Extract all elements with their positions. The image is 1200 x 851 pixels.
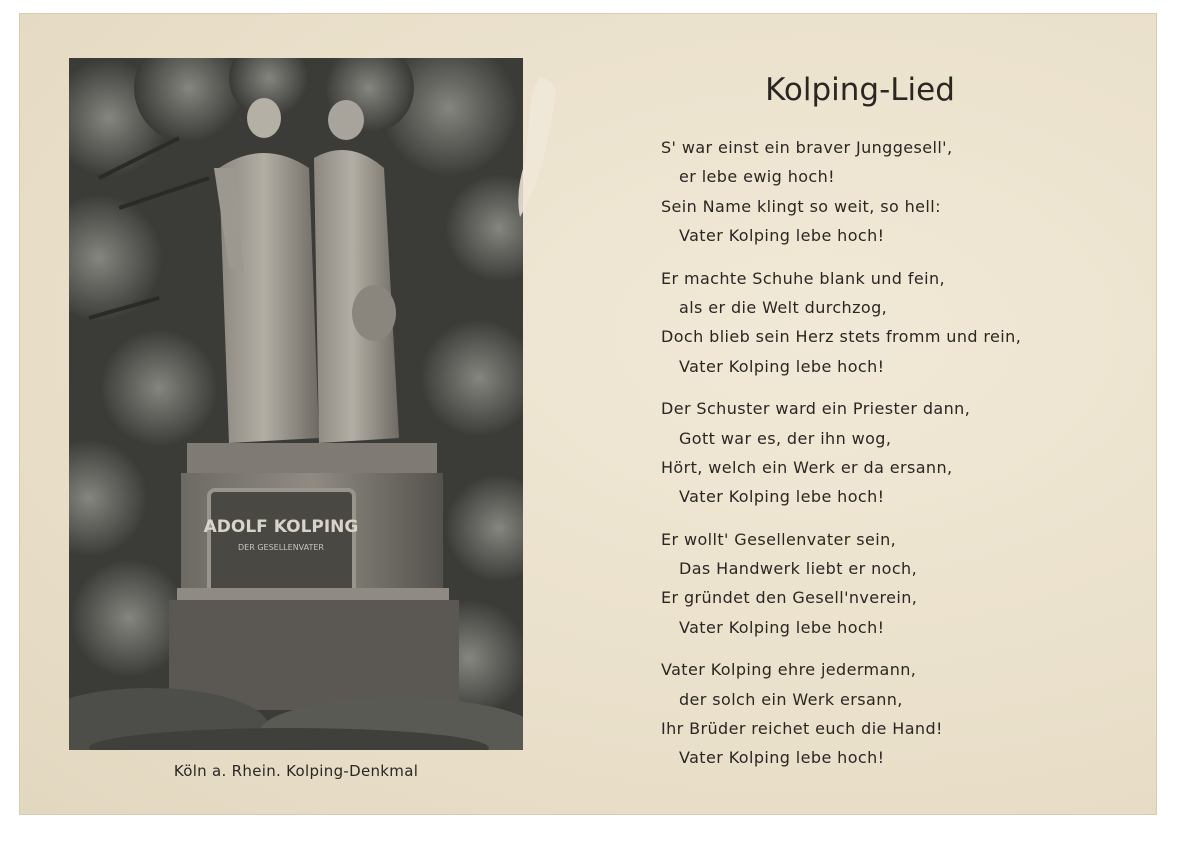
plaque-text: ADOLF KOLPING <box>203 517 359 537</box>
song-lyrics <box>661 133 1141 786</box>
verse-line: Er machte Schuhe blank und fein, <box>661 268 945 288</box>
refrain-line: Vater Kolping lebe hoch! <box>679 226 885 246</box>
refrain-line: Vater Kolping lebe hoch! <box>679 487 885 507</box>
refrain-line: Vater Kolping lebe hoch! <box>679 356 885 376</box>
verse-line: S' war einst ein braver Junggesell', <box>661 138 953 157</box>
photo-caption: Köln a. Rhein. Kolping-Denkmal <box>173 762 419 780</box>
verse-line: Ihr Brüder reichet euch die Hand! <box>661 719 943 739</box>
verse-line: Er gründet den Gesell'nverein, <box>661 588 918 608</box>
refrain-line: Vater Kolping lebe hoch! <box>679 617 885 637</box>
refrain-line: Vater Kolping lebe hoch! <box>679 748 885 768</box>
pedestal <box>169 443 459 710</box>
plaque-subtext: DER GESELLENVATER <box>238 543 324 552</box>
verse-line: Der Schuster ward ein Priester dann, <box>661 399 971 419</box>
page-title: Kolping-Lied <box>765 72 955 108</box>
stanza <box>661 655 1141 773</box>
verse-line: Hört, welch ein Werk er da ersann, <box>661 457 953 477</box>
verse-line: Doch blieb sein Herz stets fromm und rein, <box>661 327 1022 347</box>
verse-line: Sein Name klingt so weit, so hell: <box>661 196 941 216</box>
stanza <box>661 264 1141 382</box>
stanza <box>661 133 1141 251</box>
paper-tear-mark <box>500 72 570 222</box>
verse-line: Gott war es, der ihn wog, <box>679 428 892 448</box>
verse-line: der solch ein Werk ersann, <box>679 689 903 709</box>
verse-line: Er wollt' Gesellenvater sein, <box>661 529 897 549</box>
stanza <box>661 525 1141 643</box>
verse-line: er lebe ewig hoch! <box>679 167 835 187</box>
stanza <box>661 394 1141 512</box>
verse-line: als er die Welt durchzog, <box>679 297 888 317</box>
monument-photo <box>69 58 523 750</box>
verse-line: Vater Kolping ehre jedermann, <box>661 660 917 680</box>
verse-line: Das Handwerk liebt er noch, <box>679 559 918 579</box>
